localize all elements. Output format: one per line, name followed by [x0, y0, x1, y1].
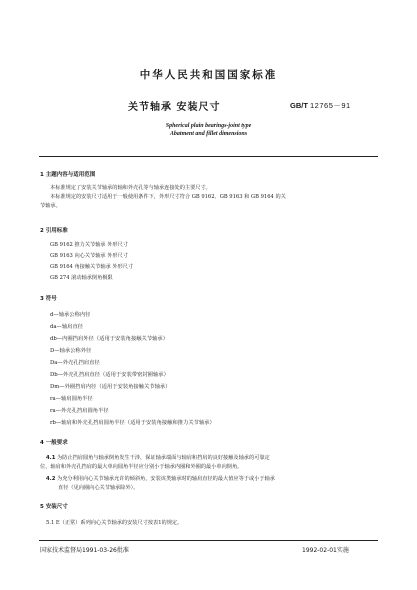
section-2-heading: 2 引用标准: [40, 228, 68, 234]
symbol-item: Dm—外圈挡肩内径（适用于安装角接触关节轴承）: [50, 384, 171, 390]
symbol-item: Db—外壳孔挡肩直径（适用于安装带密封圈轴承）: [50, 372, 169, 378]
symbol-item: Da—外壳孔挡肩直径: [50, 360, 100, 366]
standard-prefix: GB/T: [290, 101, 308, 110]
english-title-line1: Spherical plain bearings-joint type: [165, 123, 252, 129]
standard-number: 12765－91: [310, 101, 351, 110]
reference-item: GB 274 滚动轴承倒角极限: [50, 275, 113, 281]
section-1-para2-line1: 本标准规定的安装尺寸适用于一般使用条件下，外形尺寸符合 GB 9162、GB 9163 和 GB 9164 的关: [50, 194, 286, 200]
section-1-para1: 本标准规定了安装关节轴承的轴和外壳孔等与轴承连接处的主要尺寸。: [50, 185, 211, 191]
clause-4-2-number: 4.2: [46, 476, 56, 482]
clause-4-2-line2: 直径（见向圈向心关节轴承除外）。: [58, 485, 139, 491]
approval-date: 国家技术监督局1991-03-26批准: [40, 547, 129, 554]
section-1-heading: 1 主题内容与适用范围: [40, 172, 96, 178]
symbol-item: db—内圈挡肩外径（适用于安装角接触关节轴承）: [50, 336, 169, 342]
symbol-item: da—轴肩直径: [50, 324, 84, 330]
reference-item: GB 9162 推力关节轴承 外形尺寸: [50, 242, 128, 248]
document-title: 关节轴承 安装尺寸: [128, 102, 221, 113]
footer-divider: [39, 540, 378, 541]
header-divider: [39, 156, 378, 157]
section-3-heading: 3 符号: [40, 296, 57, 302]
clause-4-1-line1: [46, 454, 270, 463]
symbol-item: ra—轴肩圆角半径: [50, 396, 93, 402]
reference-item: GB 9163 向心关节轴承 外形尺寸: [50, 253, 128, 259]
clause-4-1-text: 为防止挡肩圆角与轴承倒角发生干涉，保证轴承端面与轴肩和挡肩的良好接触及轴承的可靠定: [57, 455, 270, 461]
clause-4-2-text: 为充分利用向心关节轴承允许的倾斜角，安装该类轴承时的轴肩直径的最大值应等于或小于轴承: [57, 476, 275, 482]
national-standard-title: 中华人民共和国国家标准: [139, 69, 278, 81]
clause-4-2-line1: [46, 475, 275, 484]
symbol-item: ra—外壳孔挡肩圆角半径: [50, 408, 109, 414]
clause-5-1: 5.1 E（正常）系列向心关节轴承的安装尺寸按表1的规定。: [46, 520, 183, 526]
effective-date: 1992-02-01实施: [302, 547, 349, 554]
section-5-heading: 5 安装尺寸: [40, 504, 68, 510]
symbol-item: d—轴承公称内径: [50, 312, 91, 318]
symbol-item: D—轴承公称外径: [50, 348, 92, 354]
symbol-item: rb—轴肩和外壳孔挡肩圆角半径（适用于安装角接触和推力关节轴承）: [50, 420, 215, 426]
clause-4-1-number: 4.1: [46, 455, 56, 461]
section-1-para2-line2: 节轴承。: [40, 203, 61, 209]
section-4-heading: 4 一般要求: [40, 440, 68, 446]
clause-4-1-line2: 位，轴肩和外壳孔挡肩的最大单向圆角半径应分别小于轴承内圈和外圈的最小单向倒角。: [40, 464, 243, 470]
english-title-line2: Abatment and fillet dimensions: [169, 131, 248, 137]
standard-code: [290, 100, 351, 111]
reference-item: GB 9164 角接触关节轴承 外形尺寸: [50, 264, 134, 270]
